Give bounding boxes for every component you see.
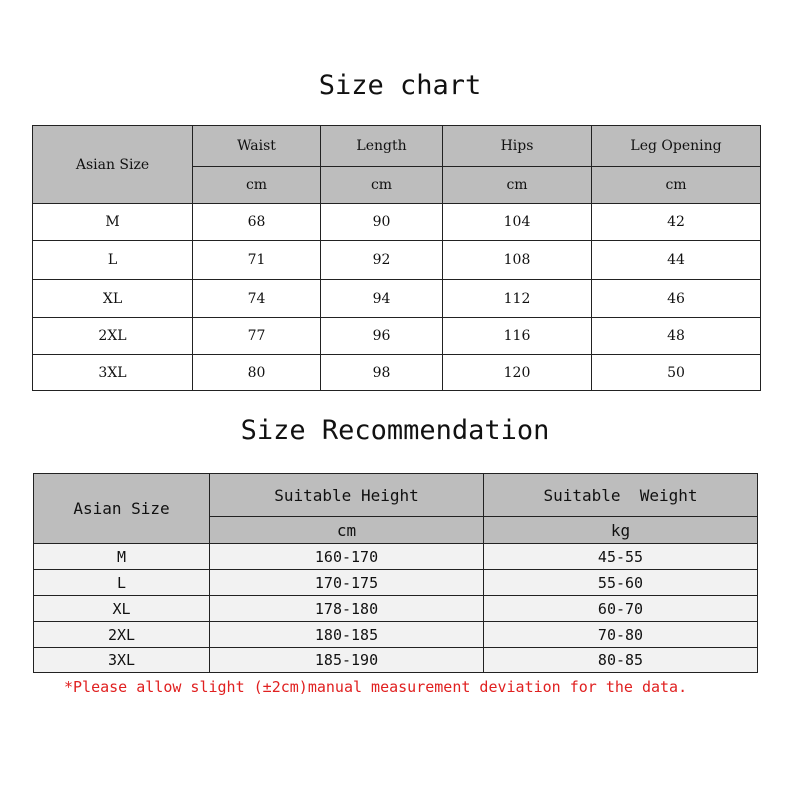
size-cell: M xyxy=(33,204,193,241)
value-cell: 80-85 xyxy=(484,648,758,673)
value-cell: 98 xyxy=(321,355,443,391)
value-cell: 70-80 xyxy=(484,622,758,648)
value-cell: 42 xyxy=(592,204,761,241)
table-row xyxy=(34,596,758,622)
unit-cell: cm xyxy=(321,167,443,204)
size-recommendation-table xyxy=(33,473,758,673)
value-cell: 185-190 xyxy=(210,648,484,673)
value-cell: 44 xyxy=(592,241,761,280)
table-row xyxy=(33,204,761,241)
size-cell: L xyxy=(33,241,193,280)
value-cell: 180-185 xyxy=(210,622,484,648)
table-row xyxy=(33,241,761,280)
value-cell: 50 xyxy=(592,355,761,391)
table-row xyxy=(34,622,758,648)
value-cell: 120 xyxy=(443,355,592,391)
size-cell: 2XL xyxy=(34,622,210,648)
value-cell: 94 xyxy=(321,280,443,318)
value-cell: 178-180 xyxy=(210,596,484,622)
table-row xyxy=(33,318,761,355)
value-cell: 96 xyxy=(321,318,443,355)
measurement-note: *Please allow slight (±2cm)manual measurement deviation for the data. xyxy=(64,678,688,696)
table-row xyxy=(33,280,761,318)
size-cell: XL xyxy=(33,280,193,318)
column-header-length: Length xyxy=(321,126,443,167)
value-cell: 170-175 xyxy=(210,570,484,596)
unit-cell: cm xyxy=(210,517,484,544)
value-cell: 112 xyxy=(443,280,592,318)
value-cell: 77 xyxy=(193,318,321,355)
value-cell: 45-55 xyxy=(484,544,758,570)
column-header-leg-opening: Leg Opening xyxy=(592,126,761,167)
value-cell: 71 xyxy=(193,241,321,280)
size-chart-title: Size chart xyxy=(318,70,482,101)
size-cell: 3XL xyxy=(33,355,193,391)
table-row xyxy=(33,355,761,391)
value-cell: 46 xyxy=(592,280,761,318)
table-row xyxy=(34,570,758,596)
value-cell: 74 xyxy=(193,280,321,318)
value-cell: 80 xyxy=(193,355,321,391)
size-cell: M xyxy=(34,544,210,570)
value-cell: 108 xyxy=(443,241,592,280)
column-header-hips: Hips xyxy=(443,126,592,167)
value-cell: 60-70 xyxy=(484,596,758,622)
table-row xyxy=(34,544,758,570)
unit-cell: cm xyxy=(592,167,761,204)
unit-cell: kg xyxy=(484,517,758,544)
column-header-weight: Suitable Weight xyxy=(484,474,758,517)
unit-cell: cm xyxy=(193,167,321,204)
size-cell: XL xyxy=(34,596,210,622)
table-row xyxy=(34,648,758,673)
value-cell: 55-60 xyxy=(484,570,758,596)
value-cell: 116 xyxy=(443,318,592,355)
column-header-height: Suitable Height xyxy=(210,474,484,517)
value-cell: 104 xyxy=(443,204,592,241)
value-cell: 68 xyxy=(193,204,321,241)
size-cell: 2XL xyxy=(33,318,193,355)
size-cell: 3XL xyxy=(34,648,210,673)
size-chart-table xyxy=(32,125,761,391)
value-cell: 90 xyxy=(321,204,443,241)
size-header: Asian Size xyxy=(33,126,193,204)
size-cell: L xyxy=(34,570,210,596)
unit-cell: cm xyxy=(443,167,592,204)
column-header-waist: Waist xyxy=(193,126,321,167)
value-cell: 92 xyxy=(321,241,443,280)
value-cell: 160-170 xyxy=(210,544,484,570)
size-header: Asian Size xyxy=(34,474,210,544)
size-recommendation-title: Size Recommendation xyxy=(240,415,550,446)
value-cell: 48 xyxy=(592,318,761,355)
